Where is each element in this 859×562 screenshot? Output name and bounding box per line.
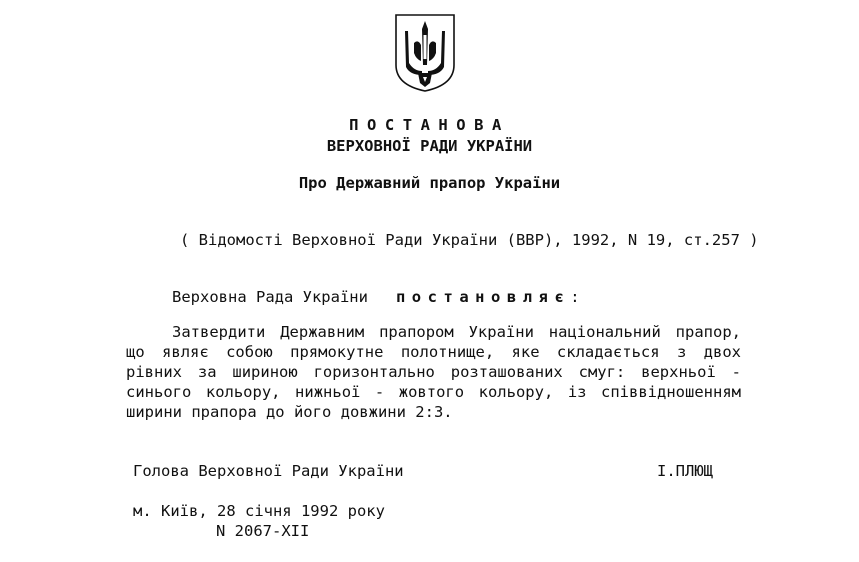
- preamble-text: Верховна Рада України: [172, 288, 368, 306]
- decree-colon: :: [570, 288, 580, 306]
- signatory-title: Голова Верховної Ради України: [133, 462, 404, 480]
- decree-word: постановляє: [395, 288, 571, 306]
- preamble-line: [172, 287, 580, 307]
- signatory-name: І.ПЛЮЩ: [657, 462, 713, 480]
- document-title: Про Державний прапор України: [298, 174, 561, 192]
- document-heading: ПОСТАНОВА: [349, 116, 510, 134]
- publication-source: ( Відомості Верховної Ради України (ВВР), 1992, N 19, ст.257 ): [180, 231, 759, 249]
- document-issuer: ВЕРХОВНОЇ РАДИ УКРАЇНИ: [326, 137, 533, 155]
- place-date: м. Київ, 28 січня 1992 року: [133, 502, 385, 520]
- decree-body: Затвердити Державним прапором України національний прапор, що являє собою прямокутне полотнище, яке складається з двох рівних за шириною горизонтально розташованих смуг: верхньої - синього кольору, нижньої - жовтого кольору, із співвідношенням ширини прапора до його довжини 2:3.: [126, 323, 741, 421]
- document-number: N 2067-XII: [216, 522, 310, 540]
- coat-of-arms-icon: [394, 13, 456, 93]
